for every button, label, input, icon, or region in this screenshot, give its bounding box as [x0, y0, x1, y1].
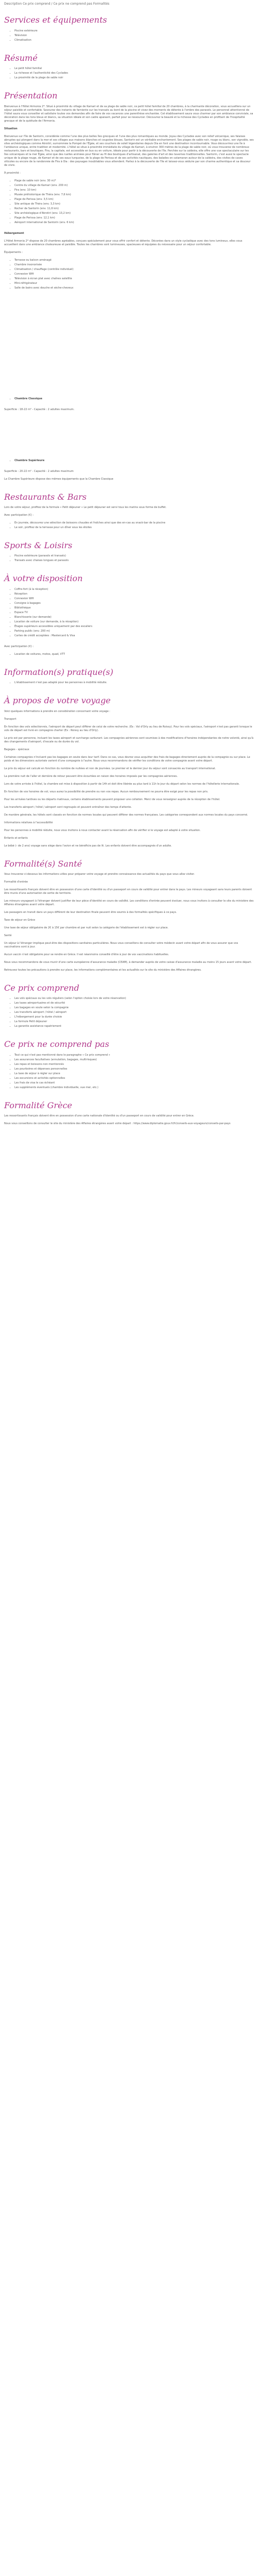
paragraph: Nous vous conseillons de consulter le site du ministère des Affaires étrangères avant votre départ : https://www.diplomatie.gouv.fr/fr/conseils-aux-voyageurs/conseils-par-pays [4, 1122, 231, 1126]
presentation-title: Présentation [4, 91, 58, 101]
prix-comprend-list [4, 997, 254, 1028]
prix-pas-title: Ce prix ne comprend pas [4, 1039, 109, 1049]
list-item: • Plage de sable noir (env. 30 m)* [14, 179, 254, 183]
list-item: • Le soir, profitez de la terrasse pour un dîner sous les étoiles [14, 526, 254, 530]
list-item: • Plage de Perissa (env. 12,1 km) [14, 216, 254, 220]
restaurants-title: Restaurants & Bars [4, 492, 87, 502]
list-item: • Télévision [14, 34, 254, 38]
paragraph: Aucun vaccin n'est obligatoire pour se rendre en Grèce. Il est néanmoins conseillé d'être à jour de vos vaccinations habituelles. [4, 953, 169, 956]
list-item: • Climatisation [14, 39, 254, 42]
paragraph: Voici quelques informations à prendre en considération concernant votre voyage : [4, 709, 110, 713]
room-desc: Superficie : 18-22 m² - Capacité : 2 adultes maximum. [4, 408, 75, 411]
room-desc: Superficie : 20-22 m² - Capacité : 2 adultes maximum [4, 469, 74, 473]
list-item: • La proximité de la plage de sable noir [14, 76, 254, 80]
room-superieure [4, 459, 254, 463]
spacer [4, 416, 254, 457]
paragraph: Le bébé (- de 2 ans) voyage sans siège dans l'avion et ne bénéficie pas de lit. Les enfants doivent être accompagnés d'un adulte. [4, 844, 172, 848]
spacer [4, 297, 254, 395]
list-item: • En journée, découvrez une sélection de boissons chaudes et fraîches ainsi que des en-cas au snack-bar de la piscine [14, 521, 254, 525]
situation-label: Situation [4, 127, 18, 130]
sports-list [4, 554, 254, 563]
situation-text: Bienvenue sur l'île de Santorin, considérée comme l'une des plus belles îles grecques et l'une des plus romantiques au monde. Joyau des Cyclades avec son relief volcanique, ses falaises abruptes qui plongent dans la mer et ses villages aux maisons blanches et coupoles bleues, Santorin est un véritable enchantement. Ses plages de sable noir, rouge ou blanc, son vignoble, ses sites archéologiques comme Akrotiri, surnommée la Pompéi de l'Égée, et ses couchers de soleil légendaires depuis Oia en font une destination incontournable. Vous découvrirez une île à l'ambiance unique, entre tradition et modernité. L'hôtel se situe à proximité immédiate du village de Kamari, à environ 300 mètres de la plage de sable noir, où vous trouverez de nombreux restaurants, bars et boutiques. Fira, la capitale, est accessible en bus ou en voiture, idéale pour partir à la découverte de l'île. Perchée sur la caldeira, elle offre une vue spectaculaire sur les îles volcaniques et la mer Égée, ainsi que des ruelles animées pour flâner au fil des boutiques d'artisanat, des galeries d'art et des tavernes traditionnelles. Santorin, c'est aussi le spectacle unique de la plage rouge, de Kamari et de ses eaux turquoise, de la plage de Perissa et de ses activités nautiques, des balades en catamaran autour de la caldeira, des visites de caves viticoles ou encore de la randonnée de Fira à Oia : des paysages inoubliables vous attendent. Partez à la découverte de l'île et laissez-vous séduire par son charme authentique et sa douceur de vivre. [4, 134, 254, 167]
informations-list [4, 681, 254, 685]
list-item: • Étages supérieurs accessibles uniquement par des escaliers [14, 625, 254, 629]
list-item: • Plage de Perissa (env. 3,5 km) [14, 198, 254, 201]
list-item: • Centre du village de Kamari (env. 200 m) [14, 184, 254, 188]
propos-title: À propos de votre voyage [4, 696, 111, 706]
list-item: • Les transferts aéroport / hôtel / aéroport [14, 1011, 254, 1014]
list-item: • Transats avec chaises longues et parasols [14, 559, 254, 563]
list-item: • Climatisation / chauffage (contrôle individuel) [14, 268, 254, 272]
paragraph: En fonction de vos horaires de vol, vous aurez la possibilité de prendre ou non vos repas. Aucun remboursement ne pourra être exigé pour les repas non pris. [4, 790, 208, 793]
list-item: • Rocher de Santorin (env. 11,6 km) [14, 207, 254, 211]
tab-nav[interactable]: Description Ce prix comprend / Ce prix ne comprend pas Formalités [4, 2, 109, 6]
resume-list [4, 67, 254, 80]
avec-participation-label: Avec participation (€) : [4, 513, 34, 517]
list-item: • Les bagages en soute selon la compagnie [14, 1006, 254, 1010]
sports-title: Sports & Loisirs [4, 540, 73, 550]
list-item: • Espace TV [14, 611, 254, 615]
transport-label: Transport [4, 717, 17, 721]
page [0, 2, 258, 1150]
disposition-list [4, 588, 254, 638]
sante-title: Formalité(s) Santé [4, 858, 82, 869]
list-item: • Fira (env. 10 km) [14, 189, 254, 192]
restaurants-text: Lors de votre séjour, profitez de la formule « Petit déjeuner » Le petit déjeuner est servi tous les matins sous forme de buffet. [4, 505, 167, 509]
list-item: • Tout ce qui n'est pas mentionné dans le paragraphe « Ce prix comprend » [14, 1054, 254, 1057]
list-item: • Télévision à écran plat avec chaînes satellite [14, 277, 254, 281]
disposition-title: À votre disposition [4, 573, 83, 584]
formalite-title: Formalité Grèce [4, 1100, 72, 1110]
paragraph: Vous trouverez ci-dessous les informations utiles pour préparer votre voyage et prendre connaissance des actualités du pays que vous allez visiter. [4, 872, 195, 876]
list-item: • Site antique de Théra (env. 3,3 km) [14, 202, 254, 206]
paragraph: Une taxe de séjour obligatoire de 2€ à 15€ par chambre et par nuit selon la catégorie de l'établissement est à régler sur place. [4, 926, 169, 929]
disposition-list-2 [4, 653, 254, 656]
bagages-label: Bagages - spéciaux [4, 748, 29, 751]
list-item: • La taxe de séjour à régler sur place [14, 1072, 254, 1076]
hebergement-label: Hébergement [4, 231, 24, 235]
paragraph: Les passagers en transit dans un pays différent de leur destination finale peuvent être soumis à des formalités spécifiques à ce pays. [4, 910, 177, 914]
paragraph: De manière générale, les hôtels sont classés en fonction de normes locales qui peuvent différer des normes françaises. Les catégories correspondent aux normes locales du pays concerné. [4, 813, 248, 817]
avec-participation-label: Avec participation (€) : [4, 645, 34, 648]
proximity-label: À proximité : [4, 171, 21, 175]
paragraph: Les ressortissants français doivent être en possession d'une carte nationale d'identité ou d'un passeport en cours de validité pour entrer en Grèce. [4, 1114, 195, 1118]
paragraph: Certaines compagnies n'incluent pas les bagages en soute dans leur tarif. Dans ce cas, vous devrez vous acquitter des frais de bagages directement auprès de la compagnie ou sur place. Le poids et les dimensions autorisés varient d'une compagnie à l'autre. Nous vous recommandons de vérifier les conditions de votre compagnie avant votre départ. [4, 755, 250, 762]
proximity-list [4, 179, 254, 225]
services-title: Services et équipements [4, 15, 107, 25]
list-item: • Les frais de visa le cas échéant [14, 1081, 254, 1085]
list-item: • Connexion Wifi [14, 597, 254, 601]
list-item: • Aéroport international de Santorin (env. 6 km) [14, 221, 254, 225]
list-item: • Le petit hôtel familial [14, 67, 254, 71]
enfants-label: Enfants et enfants [4, 836, 28, 840]
list-item: • Bibliothèque [14, 606, 254, 610]
paragraph: Les ressortissants français doivent être en possession d'une carte d'identité ou d'un passeport en cours de validité pour entrer dans le pays. Les mineurs voyageant sans leurs parents doivent être munis d'une autorisation de sortie de territoire. [4, 888, 252, 895]
list-item: • Les pourboires et dépenses personnelles [14, 1067, 254, 1071]
list-item: • Les vols spéciaux ou les vols réguliers (selon l'option choisie lors de votre réservation) [14, 997, 254, 1001]
list-item: • Consigne à bagages [14, 602, 254, 605]
list-item: • Parking public (env. 200 m) [14, 630, 254, 633]
list-item: • Blanchisserie (sur demande) [14, 616, 254, 619]
restaurants-list [4, 521, 254, 530]
paragraph: Nous vous recommandons de vous munir d'une carte européenne d'assurance maladie (CEAM), à demander auprès de votre caisse d'assurance maladie au moins 15 jours avant votre départ. [4, 960, 252, 964]
paragraph: Le prix du séjour est calculé en fonction du nombre de nuitées et non de journées. Le premier et le dernier jour du séjour sont consacrés au transport international. [4, 767, 216, 770]
list-item: • Piscine extérieure [14, 29, 254, 33]
paragraph: Pour les arrivées tardives ou les départs matinaux, certains établissements peuvent proposer une collation. Merci de vous renseigner auprès de la réception de l'hôtel. [4, 798, 220, 801]
presentation-text: Bienvenue à l'Hôtel Armonia 2*. Situé à proximité du village de Kamari et de sa plage de sable noir, ce petit hôtel familial de 20 chambres, à la charmante décoration, vous accueillera sur un séjour paisible et confortable. Savourez des instants de farniente sur les transats au bord de la piscine et vivez des moments de détente à l'ombre des parasols. Le personnel attentionné de l'hôtel saura vous conseiller et satisfaire toutes vos demandes afin de faire de vos vacances une parenthèse enchantée. Cet établissement saura vous charmer par son ambiance conviviale, sa décoration dans les tons bleus et blancs, sa situation idéale et son cadre apaisant, parfait pour se ressourcer. Découvrez la beauté et la richesse des Cyclades en profitant de l'hospitalité grecque et de la quiétude de l'Armonia. [4, 105, 253, 123]
list-item: • Terrasse ou balcon aménagé [14, 259, 254, 262]
list-item: • Les repas et boissons non mentionnés [14, 1063, 254, 1066]
hebergement-text: L'Hôtel Armonia 2* dispose de 20 chambres agréables, conçues spécialement pour vous offrir confort et détente. Décorées dans un style cycladique avec des tons lumineux, elles vous accueillent dans une ambiance chaleureuse et paisible. Toutes les chambres sont lumineuses, spacieuses et équipées du nécessaire pour un séjour confortable. [4, 239, 243, 246]
prix-pas-list [4, 1054, 254, 1090]
list-item: • Site archéologique d'Akrotiri (env. 13,2 km) [14, 212, 254, 215]
list-item: • Musée préhistorique de Théra (env. 7,6 km) [14, 193, 254, 197]
list-item: • Cartes de crédit acceptées : Mastercard & Visa [14, 634, 254, 638]
list-item: • Chambre insonorisée [14, 263, 254, 267]
list-item: • Les suppléments éventuels (chambre individuelle, vue mer, etc.) [14, 1086, 254, 1090]
prix-comprend-title: Ce prix comprend [4, 982, 79, 993]
sante-label: Santé [4, 934, 12, 937]
paragraph: Lors de votre arrivée à l'hôtel, la chambre est mise à disposition à partir de 14h et doit être libérée au plus tard à 11h le jour du départ selon les normes de l'hôtellerie internationale. [4, 782, 240, 786]
list-item: • L'hébergement pour la durée choisie [14, 1015, 254, 1019]
paragraph: Un séjour à l'étranger implique peut-être des dispositions sanitaires particulières. Nous vous conseillons de consulter votre médecin avant votre départ afin de vous assurer que vos vaccinations sont à jour. [4, 941, 238, 948]
list-item: • Salle de bains avec douche et sèche-cheveux [14, 286, 254, 290]
formalite-label: Formalité d'entrée [4, 880, 28, 884]
paragraph: Le prix est par personne, incluant les taxes aéroport et surcharge carburant. Les compagnies aériennes sont soumises à des modifications d'horaires indépendantes de notre volonté, ainsi qu'à des changements d'aéroport, d'escale ou de durée du vol. [4, 736, 254, 743]
informations-title: Information(s) pratique(s) [4, 667, 114, 677]
list-item: • Les taxes aéroportuaires et de sécurité [14, 1002, 254, 1005]
info-hotel-label: Informations relatives à l'accessibilité [4, 821, 53, 824]
list-item: • La formule Petit déjeuner [14, 1020, 254, 1024]
list-item: • Réception [14, 592, 254, 596]
list-item: • Location de voiture (sur demande, à la réception) [14, 620, 254, 624]
room-name: • Chambre Supérieure [14, 459, 254, 463]
equipment-label: Équipements : [4, 250, 23, 254]
services-list [4, 29, 254, 42]
list-item: • Coffre-fort (à la réception) [14, 588, 254, 591]
list-item: • Mini-réfrigérateur [14, 282, 254, 285]
paragraph: Les transferts aéroport / hôtel / aéroport sont regroupés et peuvent entraîner des temps d'attente. [4, 805, 132, 809]
paragraph: Pour les personnes à mobilité réduite, nous vous invitons à nous contacter avant la réservation afin de vérifier si le voyage est adapté à votre situation. [4, 828, 201, 832]
taxe-label: Taxe de séjour en Grèce [4, 918, 36, 922]
paragraph: La première nuit de l'aller et dernière de retour peuvent être écourtées en raison des horaires imposés par les compagnies aériennes. [4, 774, 178, 778]
paragraph: Les mineurs voyageant à l'étranger doivent justifier de leur pièce d'identité en cours de validité. Les conditions d'entrée peuvent évoluer, nous vous invitons à consulter le site du ministère des Affaires étrangères avant votre départ. [4, 899, 254, 906]
resume-title: Résumé [4, 53, 38, 63]
paragraph: Retrouvez toutes les précautions à prendre sur place, les informations complémentaires et les actualités sur le site du ministère des Affaires étrangères. [4, 968, 202, 972]
list-item: • Connexion Wifi [14, 273, 254, 276]
room-name: • Chambre Classique [14, 397, 254, 401]
list-item: • Les excursions et activités optionnelles [14, 1077, 254, 1080]
room-classique [4, 397, 254, 401]
list-item: • L'établissement n'est pas adapté pour les personnes à mobilité réduite. [14, 681, 254, 685]
list-item: • Location de voitures, motos, quad, VTT [14, 653, 254, 656]
list-item: • Les assurances facultatives (annulation, bagages, multirisques) [14, 1058, 254, 1062]
list-item: • La richesse et l'authenticité des Cyclades [14, 72, 254, 75]
list-item: • La garantie assistance rapatriement [14, 1025, 254, 1028]
paragraph: En fonction des vols sélectionnés, l'aéroport de départ peut différer de celui de votre recherche. (Ex : Vol d'Orly au lieu de Roissy). Pour les vols spéciaux, l'aéroport n'est pas garanti lorsque le vols de départ est livré en compagnie charter (Ex : Roissy au lieu d'Orly). [4, 725, 252, 732]
room-extra: La Chambre Supérieure dispose des mêmes équipements que la Chambre Classique [4, 477, 114, 481]
list-item: • Piscine extérieure (parasols et transats) [14, 554, 254, 558]
equipment-list [4, 259, 254, 290]
